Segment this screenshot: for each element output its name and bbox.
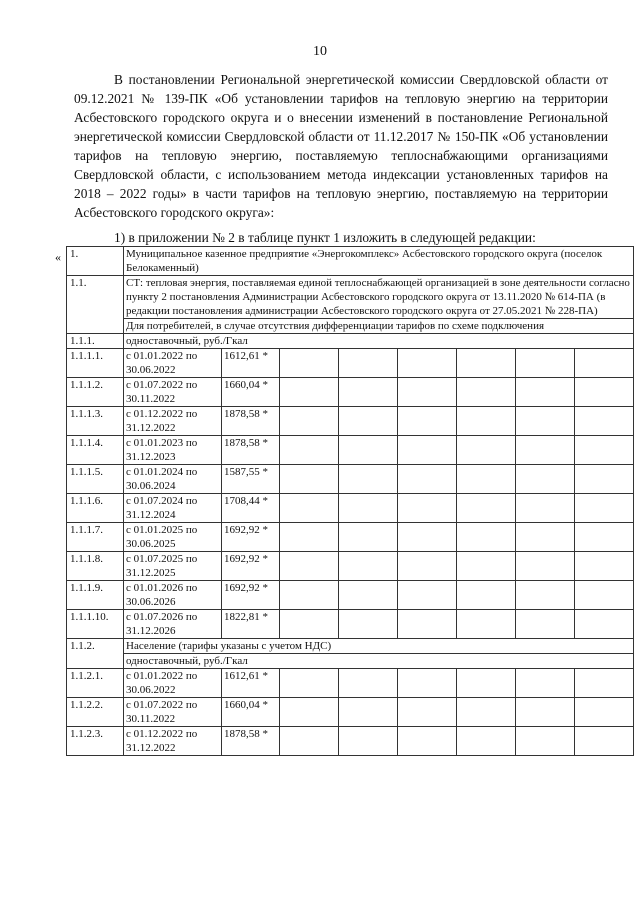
tariff-period: с 01.01.2024 по 30.06.2024 (124, 465, 222, 494)
tariff-table (66, 246, 634, 756)
empty-cell (516, 436, 575, 465)
empty-cell (339, 494, 398, 523)
tariff-row (67, 349, 634, 378)
tariff-row (67, 669, 634, 698)
empty-cell (339, 581, 398, 610)
tariff-row (67, 436, 634, 465)
empty-cell (457, 523, 516, 552)
tariff-value: 1612,61 * (222, 669, 280, 698)
rate-type: одноставочный, руб./Гкал (124, 334, 634, 349)
empty-cell (339, 349, 398, 378)
empty-cell (280, 552, 339, 581)
tariff-value: 1878,58 * (222, 407, 280, 436)
row-number: 1.1.1.10. (67, 610, 124, 639)
tariff-row (67, 581, 634, 610)
table-row (67, 639, 634, 654)
empty-cell (280, 523, 339, 552)
tariff-period: с 01.01.2022 по 30.06.2022 (124, 349, 222, 378)
empty-cell (280, 669, 339, 698)
row-number: 1.1.1.2. (67, 378, 124, 407)
rate-type: одноставочный, руб./Гкал (124, 654, 634, 669)
tariff-value: 1878,58 * (222, 727, 280, 756)
empty-cell (457, 552, 516, 581)
empty-cell (280, 698, 339, 727)
empty-cell (575, 727, 634, 756)
empty-cell (457, 349, 516, 378)
tariff-period: с 01.07.2022 по 30.11.2022 (124, 378, 222, 407)
tariff-value: 1692,92 * (222, 523, 280, 552)
row-number: 1.1.1.3. (67, 407, 124, 436)
empty-cell (339, 465, 398, 494)
empty-cell (398, 378, 457, 407)
empty-cell (280, 610, 339, 639)
empty-cell (398, 465, 457, 494)
tariff-row (67, 523, 634, 552)
empty-cell (339, 552, 398, 581)
row-number: 1.1.1.4. (67, 436, 124, 465)
empty-cell (398, 727, 457, 756)
tariff-period: с 01.01.2026 по 30.06.2026 (124, 581, 222, 610)
page-number: 10 (313, 44, 327, 59)
empty-cell (457, 407, 516, 436)
empty-cell (575, 669, 634, 698)
empty-cell (398, 523, 457, 552)
empty-cell (575, 465, 634, 494)
empty-cell (575, 581, 634, 610)
table-row (67, 654, 634, 669)
empty-cell (398, 436, 457, 465)
tariff-period: с 01.12.2022 по 31.12.2022 (124, 727, 222, 756)
row-number: 1.1.2.2. (67, 698, 124, 727)
empty-cell (280, 581, 339, 610)
row-number: 1.1.1.8. (67, 552, 124, 581)
tariff-period: с 01.12.2022 по 31.12.2022 (124, 407, 222, 436)
tariff-row (67, 494, 634, 523)
empty-cell (280, 436, 339, 465)
tariff-row (67, 378, 634, 407)
section-description: СТ: тепловая энергия, поставляемая единой теплоснабжающей организацией в зоне деятельности согласно пункту 2 постановления Администрации Асбестовского городского округа от 13.11.2020 № 614-ПА (в редакции постановления администрации Асбестовского городского округа от 27.05.2021 № 228-ПА) (124, 276, 634, 319)
tariff-row (67, 727, 634, 756)
consumers-note: Для потребителей, в случае отсутствия дифференциации тарифов по схеме подключения (124, 319, 634, 334)
tariff-value: 1708,44 * (222, 494, 280, 523)
empty-cell (339, 523, 398, 552)
empty-cell (398, 349, 457, 378)
empty-cell (398, 552, 457, 581)
tariff-value: 1660,04 * (222, 698, 280, 727)
empty-cell (516, 552, 575, 581)
tariff-period: с 01.07.2026 по 31.12.2026 (124, 610, 222, 639)
empty-cell (457, 669, 516, 698)
empty-cell (280, 349, 339, 378)
table-row (67, 276, 634, 319)
tariff-value: 1692,92 * (222, 552, 280, 581)
row-number: 1.1.2.1. (67, 669, 124, 698)
row-number: 1.1.1.7. (67, 523, 124, 552)
empty-cell (280, 378, 339, 407)
empty-cell (516, 494, 575, 523)
empty-cell (398, 698, 457, 727)
empty-cell (339, 669, 398, 698)
empty-cell (516, 349, 575, 378)
empty-cell (516, 669, 575, 698)
empty-cell (280, 727, 339, 756)
empty-cell (457, 378, 516, 407)
empty-cell (398, 669, 457, 698)
empty-cell (516, 378, 575, 407)
empty-cell (457, 727, 516, 756)
empty-cell (575, 349, 634, 378)
empty-cell (575, 378, 634, 407)
empty-cell (339, 407, 398, 436)
empty-cell (280, 465, 339, 494)
tariff-value: 1692,92 * (222, 581, 280, 610)
empty-cell (516, 610, 575, 639)
empty-cell (516, 407, 575, 436)
tariff-row (67, 407, 634, 436)
empty-cell (398, 581, 457, 610)
table-row (67, 319, 634, 334)
empty-cell (516, 523, 575, 552)
tariff-row (67, 465, 634, 494)
empty-cell (575, 610, 634, 639)
row-number: 1.1.1.1. (67, 349, 124, 378)
amendment-item: 1) в приложении № 2 в таблице пункт 1 изложить в следующей редакции: (114, 230, 536, 245)
tariff-period: с 01.01.2025 по 30.06.2025 (124, 523, 222, 552)
empty-cell (457, 610, 516, 639)
empty-cell (457, 465, 516, 494)
tariff-row (67, 610, 634, 639)
empty-cell (280, 494, 339, 523)
tariff-period: с 01.07.2022 по 30.11.2022 (124, 698, 222, 727)
empty-cell (398, 407, 457, 436)
empty-cell (398, 610, 457, 639)
empty-cell (575, 523, 634, 552)
empty-cell (516, 465, 575, 494)
tariff-period: с 01.07.2025 по 31.12.2025 (124, 552, 222, 581)
empty-cell (457, 494, 516, 523)
empty-cell (516, 727, 575, 756)
row-number: 1.1.2. (67, 639, 124, 669)
organization-name: Муниципальное казенное предприятие «Энергокомплекс» Асбестовского городского округа (поселок Белокаменный) (124, 247, 634, 276)
table-row (67, 334, 634, 349)
row-number: 1.1.1.9. (67, 581, 124, 610)
empty-cell (398, 494, 457, 523)
empty-cell (575, 552, 634, 581)
empty-cell (575, 698, 634, 727)
row-number: 1.1.1.5. (67, 465, 124, 494)
empty-cell (516, 698, 575, 727)
intro-paragraph: В постановлении Региональной энергетической комиссии Свердловской области от 09.12.2021 № 139-ПК «Об установлении тарифов на тепловую энергию на территории Асбестовского городского округа и о внесении изменений в постановление Региональной энергетической комиссии Свердловской области от 11.12.2017 № 150-ПК «Об установлении тарифов на тепловую энергию, поставляемую теплоснабжающими организациями Свердловской области, с использованием метода индексации установленных тарифов на 2018 – 2022 годы» в части тарифов на тепловую энергию, поставляемую на территории Асбестовского городского округа»: (74, 72, 608, 220)
empty-cell (575, 494, 634, 523)
tariff-row (67, 552, 634, 581)
tariff-value: 1878,58 * (222, 436, 280, 465)
tariff-period: с 01.01.2022 по 30.06.2022 (124, 669, 222, 698)
opening-quote: « (55, 250, 61, 264)
tariff-value: 1660,04 * (222, 378, 280, 407)
row-number: 1.1.1.6. (67, 494, 124, 523)
tariff-period: с 01.01.2023 по 31.12.2023 (124, 436, 222, 465)
tariff-period: с 01.07.2024 по 31.12.2024 (124, 494, 222, 523)
empty-cell (339, 436, 398, 465)
empty-cell (339, 727, 398, 756)
row-number: 1.1. (67, 276, 124, 334)
tariff-value: 1612,61 * (222, 349, 280, 378)
row-number: 1.1.2.3. (67, 727, 124, 756)
tariff-row (67, 698, 634, 727)
empty-cell (280, 407, 339, 436)
row-number: 1. (67, 247, 124, 276)
empty-cell (575, 436, 634, 465)
empty-cell (339, 698, 398, 727)
empty-cell (457, 436, 516, 465)
population-label: Население (тарифы указаны с учетом НДС) (124, 639, 634, 654)
empty-cell (575, 407, 634, 436)
empty-cell (457, 581, 516, 610)
table-row (67, 247, 634, 276)
tariff-value: 1822,81 * (222, 610, 280, 639)
row-number: 1.1.1. (67, 334, 124, 349)
empty-cell (339, 378, 398, 407)
empty-cell (339, 610, 398, 639)
empty-cell (457, 698, 516, 727)
tariff-value: 1587,55 * (222, 465, 280, 494)
empty-cell (516, 581, 575, 610)
